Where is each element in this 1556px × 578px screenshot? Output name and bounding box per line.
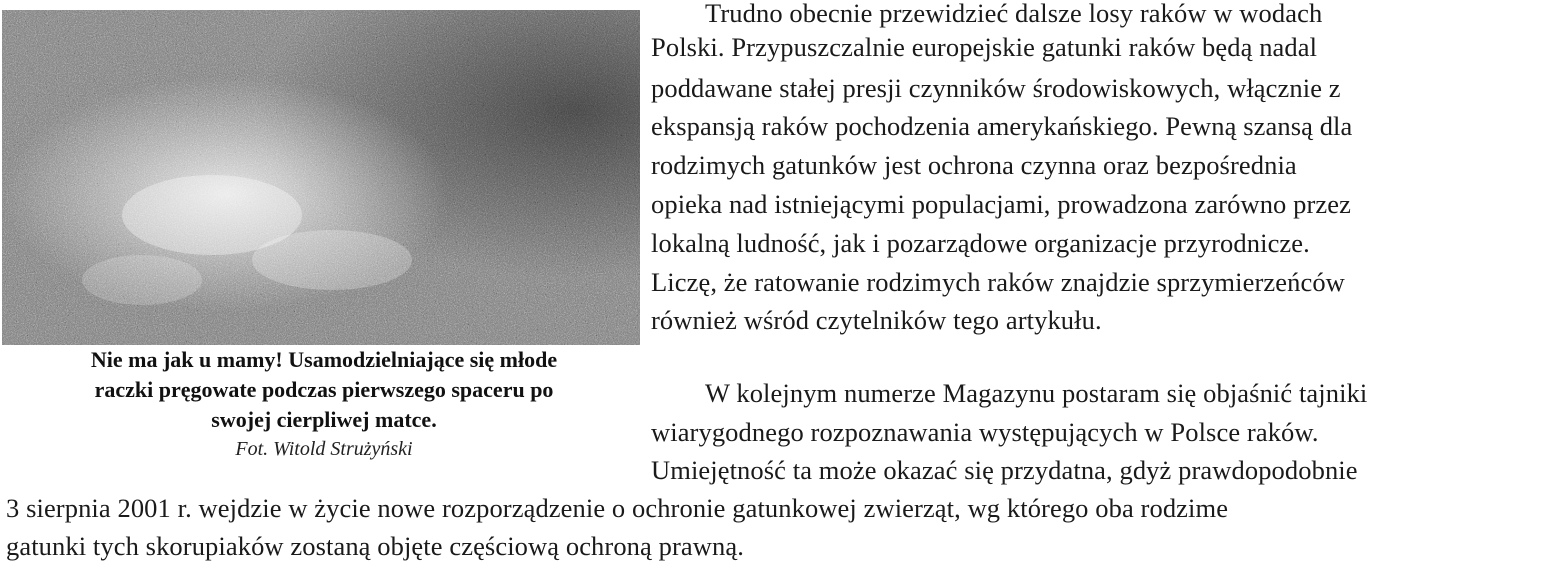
paragraph1-line: lokalną ludność, jak i pozarządowe organizacje przyrodnicze. bbox=[651, 228, 1310, 258]
paragraph2-line: 3 sierpnia 2001 r. wejdzie w życie nowe rozporządzenie o ochronie gatunkowej zwierząt, wg którego oba rodzime bbox=[6, 493, 1229, 523]
paragraph1-line: rodzimych gatunków jest ochrona czynna oraz bezpośrednia bbox=[651, 150, 1297, 180]
paragraph1-line: ekspansją raków pochodzenia amerykańskiego. Pewną szansą dla bbox=[651, 111, 1353, 141]
caption-line-3: swojej cierpliwej matce. bbox=[211, 407, 437, 432]
paragraph2-line: gatunki tych skorupiaków zostaną objęte częściową ochroną prawną. bbox=[6, 531, 744, 561]
paragraph1-line: również wśród czytelników tego artykułu. bbox=[651, 305, 1102, 335]
paragraph1-line: Trudno obecnie przewidzieć dalsze losy raków w wodach bbox=[705, 0, 1323, 28]
caption-line-1: Nie ma jak u mamy! Usamodzielniające się młode bbox=[90, 347, 558, 372]
paragraph2-line: wiarygodnego rozpoznawania występujących w Polsce raków. bbox=[651, 417, 1319, 447]
paragraph1-line: opieka nad istniejącymi populacjami, prowadzona zarówno przez bbox=[651, 189, 1351, 219]
crayfish-photo bbox=[2, 10, 640, 345]
photo-image bbox=[2, 10, 640, 345]
paragraph2-line: Umiejętność ta może okazać się przydatna, gdyż prawdopodobnie bbox=[651, 455, 1358, 485]
paragraph1-line: Polski. Przypuszczalnie europejskie gatunki raków będą nadal bbox=[651, 32, 1318, 62]
paragraph2-line: W kolejnym numerze Magazynu postaram się objaśnić tajniki bbox=[705, 378, 1368, 408]
paragraph1-line: Liczę, że ratowanie rodzimych raków znajdzie sprzymierzeńców bbox=[651, 267, 1345, 297]
caption-line-2: raczki pręgowate podczas pierwszego spaceru po bbox=[94, 377, 554, 402]
photo-credit: Fot. Witold Strużyński bbox=[235, 438, 413, 460]
paragraph1-line: poddawane stałej presji czynników środowiskowych, włącznie z bbox=[651, 73, 1341, 103]
